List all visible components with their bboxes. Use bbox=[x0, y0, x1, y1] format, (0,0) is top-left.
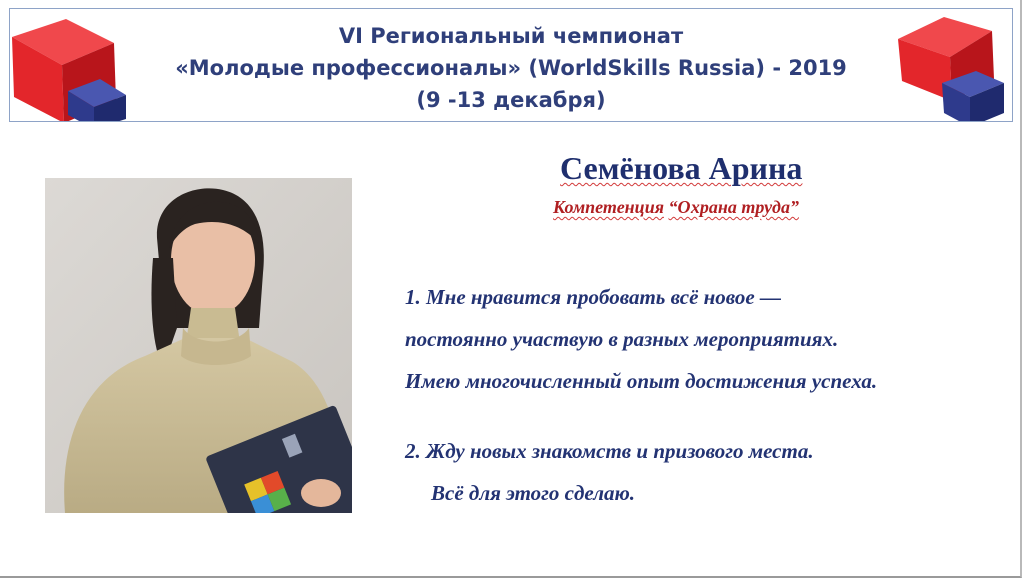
participant-name bbox=[560, 150, 850, 187]
banner-line-3: (9 -13 декабря) bbox=[416, 88, 606, 112]
participant-photo bbox=[45, 178, 352, 513]
statement-1 bbox=[405, 276, 877, 402]
statement-1-line-2: постоянно участвую в разных мероприятиях. bbox=[405, 327, 839, 351]
participant-name-text: Семёнова Арина bbox=[560, 150, 803, 186]
statement-2 bbox=[405, 430, 814, 514]
competence-prefix: Компетенция bbox=[553, 197, 664, 217]
red-blue-cube-logo-left bbox=[10, 9, 130, 122]
banner-line-2: «Молодые профессионалы» (WorldSkills Russia) - 2019 bbox=[175, 56, 847, 80]
competence-label bbox=[553, 197, 799, 218]
banner-line-1: VI Региональный чемпионат bbox=[338, 24, 684, 48]
statement-1-line-3: Имею многочисленный опыт достижения успеха. bbox=[405, 369, 878, 393]
statement-1-line-1: 1. Мне нравится пробовать всё новое — bbox=[405, 285, 781, 309]
red-blue-cube-logo-right bbox=[892, 9, 1012, 122]
statement-2-line-2: Всё для этого сделаю. bbox=[431, 481, 636, 505]
banner-title bbox=[150, 20, 872, 116]
competence-name: “Охрана труда” bbox=[668, 197, 799, 217]
header-banner bbox=[9, 8, 1013, 122]
statement-2-line-1: 2. Жду новых знакомств и призового места. bbox=[405, 439, 814, 463]
